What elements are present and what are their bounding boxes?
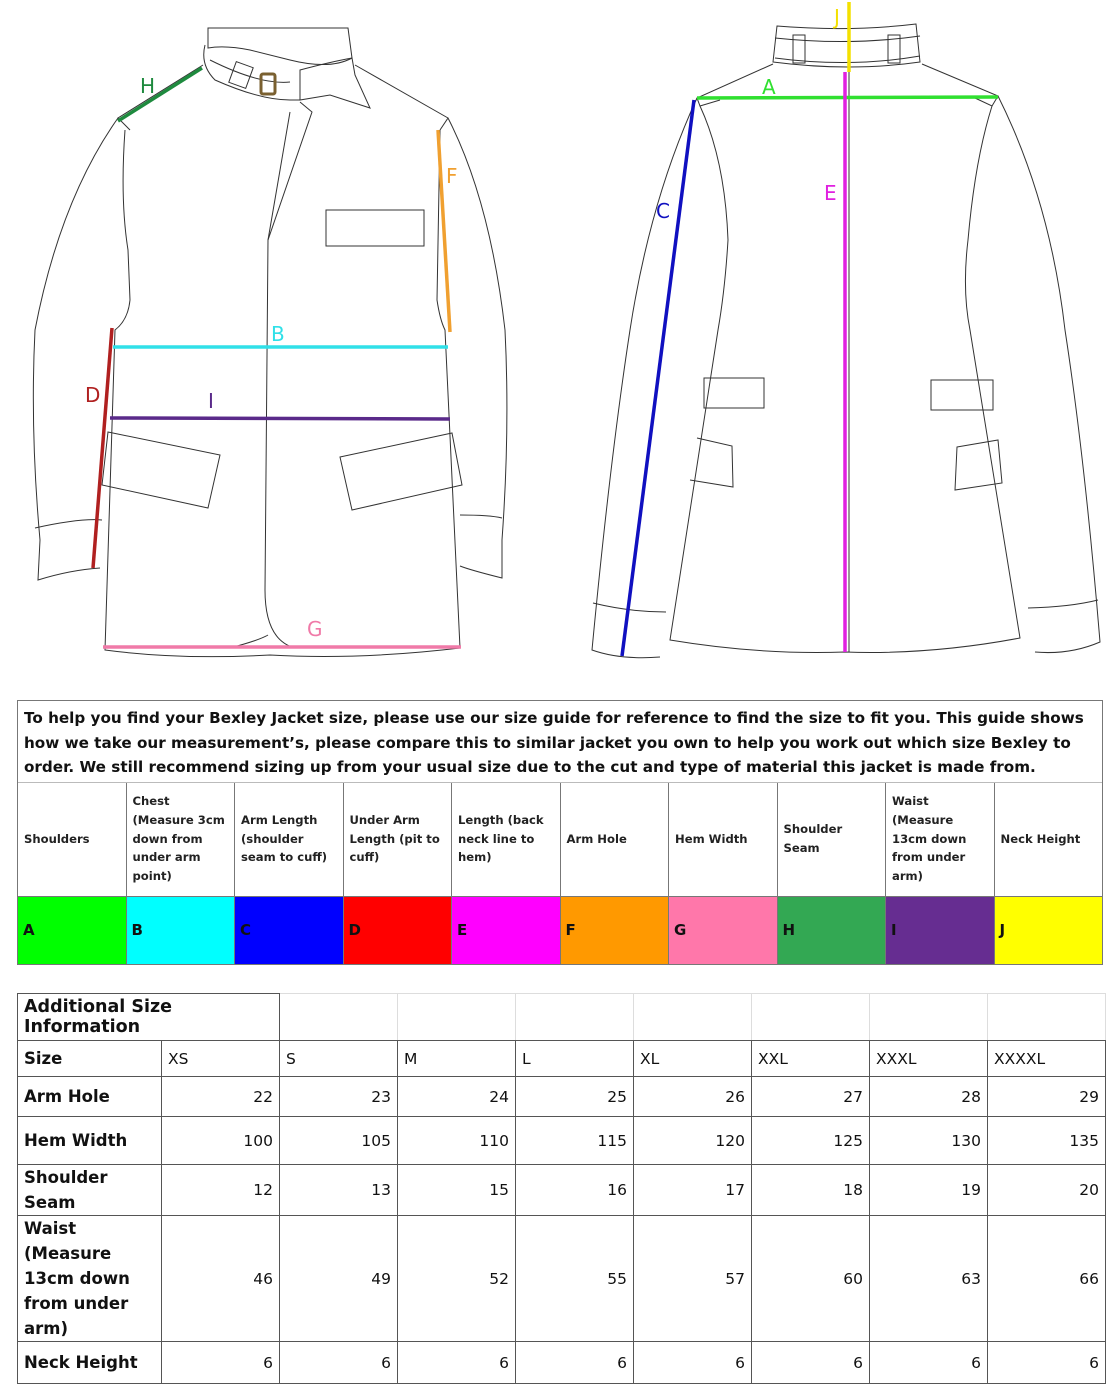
table-row	[18, 1342, 1106, 1384]
value-cell: 6	[162, 1342, 280, 1384]
measurement-color-swatch: A	[18, 896, 126, 964]
empty-cell	[398, 994, 516, 1041]
value-cell: 52	[398, 1216, 516, 1342]
size-guide-table	[17, 700, 1103, 965]
measurement-color-swatch: E	[451, 896, 560, 964]
value-cell: 15	[398, 1165, 516, 1216]
measurement-name: Shoulder Seam	[777, 783, 886, 896]
size-header: S	[280, 1041, 398, 1077]
value-cell: 6	[988, 1342, 1106, 1384]
measurement-name: Chest (Measure 3cm down from under arm point)	[126, 783, 235, 896]
label-e: E	[824, 181, 837, 205]
value-cell: 6	[752, 1342, 870, 1384]
label-i: I	[208, 389, 214, 413]
size-header: XXXXL	[988, 1041, 1106, 1077]
measurement-name: Shoulders	[24, 831, 90, 846]
measurement-name: Length (back neck line to hem)	[451, 783, 560, 896]
value-cell: 57	[634, 1216, 752, 1342]
value-cell: 6	[870, 1342, 988, 1384]
measurement-color-swatch: I	[885, 896, 994, 964]
measurement-color-swatch: B	[126, 896, 235, 964]
measurement-colors-row	[18, 896, 1102, 964]
value-cell: 63	[870, 1216, 988, 1342]
measurement-name: Arm Hole	[560, 783, 669, 896]
value-cell: 25	[516, 1077, 634, 1117]
measurement-names-row	[18, 783, 1102, 896]
measurement-name: Hem Width	[668, 783, 777, 896]
label-h: H	[140, 74, 156, 98]
value-cell: 105	[280, 1117, 398, 1165]
label-c: C	[656, 199, 670, 223]
measurement-color-swatch: C	[234, 896, 343, 964]
measure-line-c	[622, 100, 694, 656]
measurement-name: Under Arm Length (pit to cuff)	[343, 783, 452, 896]
size-header: XXL	[752, 1041, 870, 1077]
value-cell: 16	[516, 1165, 634, 1216]
value-cell: 27	[752, 1077, 870, 1117]
value-cell: 22	[162, 1077, 280, 1117]
table-title-row	[18, 994, 1106, 1041]
value-cell: 6	[516, 1342, 634, 1384]
table-row	[18, 1117, 1106, 1165]
value-cell: 46	[162, 1216, 280, 1342]
row-label: Waist (Measure 13cm down from under arm)	[18, 1216, 162, 1342]
measure-line-h	[118, 68, 202, 121]
label-j: J	[834, 5, 840, 29]
empty-cell	[752, 994, 870, 1041]
size-header-row	[18, 1041, 1106, 1077]
value-cell: 66	[988, 1216, 1106, 1342]
value-cell: 26	[634, 1077, 752, 1117]
value-cell: 13	[280, 1165, 398, 1216]
empty-cell	[634, 994, 752, 1041]
value-cell: 29	[988, 1077, 1106, 1117]
size-header: L	[516, 1041, 634, 1077]
value-cell: 135	[988, 1117, 1106, 1165]
value-cell: 6	[280, 1342, 398, 1384]
value-cell: 120	[634, 1117, 752, 1165]
measurement-color-swatch: F	[560, 896, 669, 964]
table-row	[18, 1216, 1106, 1342]
measurement-name: Waist (Measure 13cm down from under arm)	[885, 783, 994, 896]
size-guide-intro: To help you find your Bexley Jacket size, please use our size guide for reference to find the size to fit you. This guide shows how we take our measurement’s, please compare this to similar jacket you own to help you work out which size Bexley to order. We still recommend sizing up from your usual size due to the cut and type of material this jacket is made from.	[18, 701, 1102, 783]
value-cell: 115	[516, 1117, 634, 1165]
value-cell: 23	[280, 1077, 398, 1117]
value-cell: 28	[870, 1077, 988, 1117]
row-label: Neck Height	[18, 1342, 162, 1384]
measure-line-f	[438, 130, 450, 332]
row-label: Shoulder Seam	[18, 1165, 162, 1216]
empty-cell	[988, 994, 1106, 1041]
measurement-name: Neck Height	[994, 783, 1103, 896]
jacket-diagrams-svg	[0, 0, 1120, 680]
measurement-name: Arm Length (shoulder seam to cuff)	[234, 783, 343, 896]
measurement-color-swatch: H	[777, 896, 886, 964]
value-cell: 125	[752, 1117, 870, 1165]
measure-line-i	[110, 418, 450, 419]
value-cell: 49	[280, 1216, 398, 1342]
value-cell: 6	[634, 1342, 752, 1384]
value-cell: 24	[398, 1077, 516, 1117]
row-label: Size	[18, 1041, 162, 1077]
value-cell: 55	[516, 1216, 634, 1342]
table-title: Additional Size Information	[18, 994, 280, 1041]
empty-cell	[516, 994, 634, 1041]
table-row	[18, 1165, 1106, 1216]
value-cell: 6	[398, 1342, 516, 1384]
value-cell: 60	[752, 1216, 870, 1342]
row-label: Hem Width	[18, 1117, 162, 1165]
row-label: Arm Hole	[18, 1077, 162, 1117]
table-row	[18, 1077, 1106, 1117]
value-cell: 100	[162, 1117, 280, 1165]
size-header: M	[398, 1041, 516, 1077]
value-cell: 19	[870, 1165, 988, 1216]
jacket-diagrams	[0, 0, 1120, 680]
empty-cell	[280, 994, 398, 1041]
size-header: XL	[634, 1041, 752, 1077]
value-cell: 18	[752, 1165, 870, 1216]
value-cell: 20	[988, 1165, 1106, 1216]
label-g: G	[307, 617, 323, 641]
label-b: B	[271, 322, 285, 346]
value-cell: 130	[870, 1117, 988, 1165]
value-cell: 110	[398, 1117, 516, 1165]
label-f: F	[446, 164, 458, 188]
value-cell: 12	[162, 1165, 280, 1216]
additional-size-table	[17, 993, 1106, 1384]
size-header: XS	[162, 1041, 280, 1077]
label-a: A	[762, 75, 776, 99]
measurement-color-swatch: G	[668, 896, 777, 964]
size-header: XXXL	[870, 1041, 988, 1077]
measure-line-a	[697, 97, 998, 98]
label-d: D	[85, 383, 101, 407]
value-cell: 17	[634, 1165, 752, 1216]
measurement-color-swatch: J	[994, 896, 1103, 964]
empty-cell	[870, 994, 988, 1041]
measurement-color-swatch: D	[343, 896, 452, 964]
